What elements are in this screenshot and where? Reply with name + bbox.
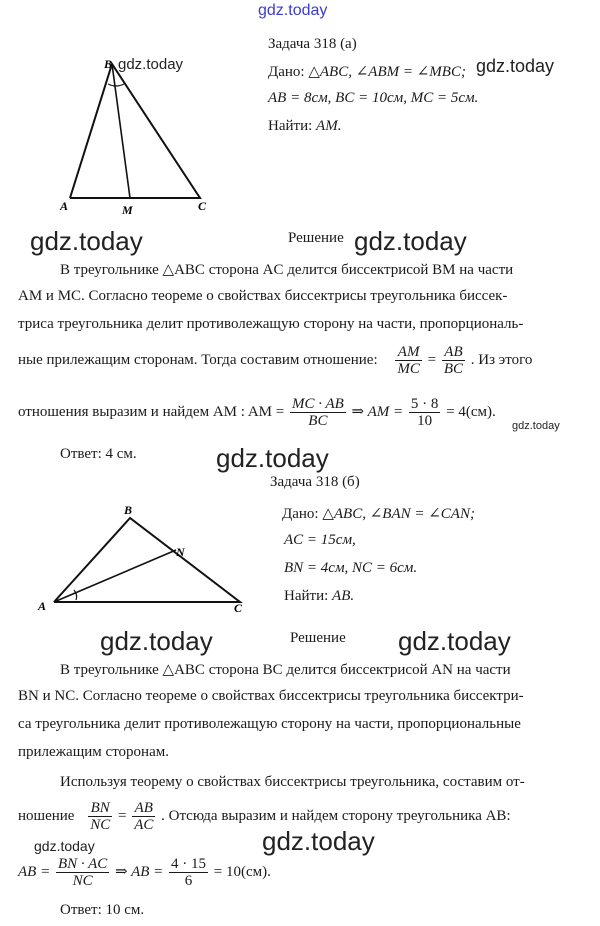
solution-b-line-5: Используя теорему о свойствах биссектрисы треугольника, составим от- xyxy=(60,774,525,790)
solution-b-line-6: ношение $\frac{BN}{NC}$ = $\frac{AB}{AC}$ . Отсюда выразим и найдем сторону треугольника AB: xyxy=(18,800,511,833)
problem-a-find xyxy=(268,118,341,135)
solution-b-line-4: прилежащим сторонам. xyxy=(18,744,169,760)
solution-b-line-2: BN и NC. Согласно теореме о свойствах биссектрисы треугольника биссектри- xyxy=(18,688,524,704)
find-label: Найти: xyxy=(268,118,313,134)
problem-a-given xyxy=(268,62,466,81)
watermark-top: gdz.today xyxy=(258,2,328,19)
ratio-fraction-1: $\frac{AM}{MC}$ xyxy=(397,344,420,377)
ratio-fraction-1: $\frac{BN}{NC}$ xyxy=(90,800,111,833)
calc-intro: AB = xyxy=(18,863,51,880)
watermark: gdz.today xyxy=(354,226,467,256)
given-line-3: BN = 4см, NC = 6см. xyxy=(284,560,418,576)
ratio-intro: ношение xyxy=(18,807,75,824)
problem-b-given xyxy=(282,504,475,523)
ratio-outro: . Отсюда выразим и найдем сторону треугольника AB: xyxy=(161,807,511,824)
given-line-2: AB = 8см, BC = 10см, MC = 5см. xyxy=(268,90,479,106)
watermark: gdz.today xyxy=(100,626,213,656)
calc-fraction-2: $\frac{4 \cdot 15}{6}$ xyxy=(171,856,207,889)
vertex-b-label: B xyxy=(104,57,113,71)
ratio-fraction-2: $\frac{AB}{AC}$ xyxy=(134,800,154,833)
watermark: gdz.today xyxy=(262,826,375,856)
triangle-diagram-a xyxy=(40,50,230,220)
problem-a-title: Задача 318 (а) xyxy=(268,36,357,52)
solution-a-title: Решение xyxy=(288,230,344,246)
given-label: Дано: xyxy=(282,506,319,522)
solution-b-line-1: В треугольнике △ABC сторона BC делится биссектрисой AN на части xyxy=(60,662,511,678)
solution-a-line-4: ные прилежащим сторонам. Тогда составим отношение: $\frac{AM}{MC}$ = $\frac{AB}{BC}$ . Из этого xyxy=(18,344,533,377)
ratio-fraction-2: $\frac{AB}{BC}$ xyxy=(443,344,464,377)
ratio-outro: . Из этого xyxy=(470,351,533,368)
given-label: Дано: xyxy=(268,64,305,80)
solution-b-calc xyxy=(18,856,271,889)
answer-a: Ответ: 4 см. xyxy=(60,446,137,462)
watermark: gdz.today xyxy=(216,443,329,473)
find-label: Найти: xyxy=(284,588,329,604)
calc-intro: отношения выразим и найдем AM : AM = xyxy=(18,403,285,420)
given-line-1: △ABC, ∠ABM = ∠MBC; xyxy=(308,64,466,80)
vertex-c-label: C xyxy=(234,601,243,615)
given-line-1: △ABC, ∠BAN = ∠CAN; xyxy=(322,506,475,522)
calc-fraction-2: $\frac{5 \cdot 8}{10}$ xyxy=(410,396,439,429)
watermark: gdz.today xyxy=(34,838,95,854)
vertex-a-label: A xyxy=(60,199,69,213)
solution-a-line-1: В треугольнике △ABC сторона AC делится биссектрисой BM на части xyxy=(60,262,514,278)
answer-b: Ответ: 10 см. xyxy=(60,902,145,918)
problem-b-find xyxy=(284,588,354,605)
calc-result: = 10(см). xyxy=(213,863,271,880)
point-n-label: N xyxy=(176,545,185,559)
calc-mid: ⇒ AB = xyxy=(115,863,164,880)
find-value: AB. xyxy=(332,588,355,604)
find-value: AM. xyxy=(316,118,342,134)
solution-b-line-3: са треугольника делит противолежащую сторону на части, пропорциональные xyxy=(18,716,521,732)
point-m-label: M xyxy=(122,203,133,217)
vertex-b-label: B xyxy=(124,503,133,517)
problem-b-title: Задача 318 (б) xyxy=(270,474,360,490)
watermark: gdz.today xyxy=(118,56,184,73)
solution-b-title: Решение xyxy=(290,630,346,646)
given-line-2: AC = 15см, xyxy=(284,532,356,548)
calc-mid: ⇒ AM = xyxy=(351,403,404,420)
calc-fraction-1: $\frac{MC \cdot AB}{BC}$ xyxy=(291,396,344,429)
solution-a-calc xyxy=(18,396,496,429)
solution-a-line-2: AM и MC. Согласно теореме о свойствах биссектрисы треугольника биссек- xyxy=(18,288,508,304)
calc-fraction-1: $\frac{BN \cdot AC}{NC}$ xyxy=(57,856,108,889)
triangle-diagram-b xyxy=(34,500,254,620)
solution-a-line-3: триса треугольника делит противолежащую сторону на части, пропорциональ- xyxy=(18,316,524,332)
watermark: gdz.today xyxy=(30,226,143,256)
calc-result: = 4(см). xyxy=(446,403,496,420)
ratio-intro: ные прилежащим сторонам. Тогда составим отношение: xyxy=(18,351,378,368)
vertex-c-label: C xyxy=(198,199,207,213)
vertex-a-label: A xyxy=(38,599,47,613)
watermark: gdz.today xyxy=(398,626,511,656)
watermark: gdz.today xyxy=(476,56,555,76)
watermark: gdz.today xyxy=(512,420,560,432)
